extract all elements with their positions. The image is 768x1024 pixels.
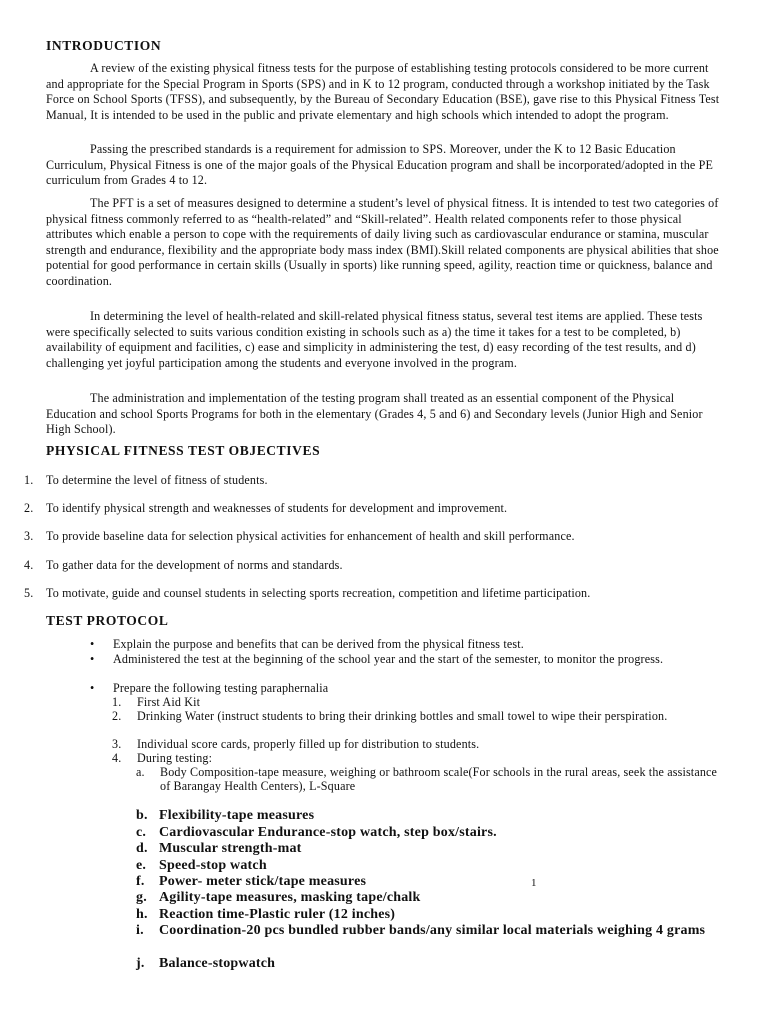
item-number: 1. [112,695,122,709]
testing-item [136,766,726,793]
item-letter: d. [136,841,148,856]
item-text: Coordination-20 pcs bundled rubber bands/any similar local materials weighing 4 grams [159,923,706,938]
item-text: Muscular strength-mat [159,841,302,856]
objective-text: To motivate, guide and counsel students in selecting sports recreation, competition and lifetime participation. [46,586,591,600]
bullet-text: Explain the purpose and benefits that can be derived from the physical fitness test. [113,637,524,651]
objective-number: 3. [24,529,34,543]
intro-paragraph-4: In determining the level of health-related and skill-related physical fitness status, several test items are applied. These tests were specifically selected to suits various condition existing in schools such as a) the time it takes for a test to be completed, b) availability of equipment and facilities, c) ease and simplicity in administering the test, d) easy recording of the test results, and d) challenging yet joyful participation among the students and everyone involved in the program. [46,309,703,370]
protocol-bullet [90,653,720,667]
item-text: During testing: [137,751,213,765]
item-letter: f. [136,874,145,889]
objective-text: To gather data for the development of norms and standards. [46,558,343,572]
protocol-bullet [90,638,720,652]
equipment-item [136,808,726,824]
item-text: Agility-tape measures, masking tape/chalk [159,890,421,905]
item-letter: h. [136,907,148,922]
item-letter: b. [136,808,148,823]
item-letter: i. [136,923,144,938]
item-text: Body Composition-tape measure, weighing or bathroom scale(For schools in the rural areas, seek the assistance of Barangay Health Centers), L-Square [160,765,718,793]
equipment-item [136,923,726,939]
equipment-item [136,874,726,890]
item-number: 2. [112,709,122,723]
objective-text: To identify physical strength and weaknesses of students for development and improvement. [46,501,508,515]
intro-paragraph-3: The PFT is a set of measures designed to determine a student’s level of physical fitness. It is intended to test two categories of physical fitness commonly referred to as “health-related” and “Skill-related”. Health related components refer to those physical attributes which enable a person to cope with the requirements of daily living such as cardiovascular endurance or stamina, muscular strength and endurance, flexibility and the appropriate body mass index (BMI).Skill related components are physical abilities that shoe potential for good performance in certain skills (Usually in sports) like running speed, agility, reaction time or quickness, balance and coordination. [46,196,719,288]
equipment-item [136,858,726,874]
bullet-text: Prepare the following testing paraphernalia [113,681,329,695]
bullet-marker: • [90,681,95,695]
item-letter: g. [136,890,147,905]
bullet-marker: • [90,637,95,651]
protocol-bullet [90,682,720,696]
paraphernalia-item [112,710,720,724]
item-text: First Aid Kit [137,695,201,709]
equipment-item [136,841,726,857]
objective-number: 4. [24,558,34,572]
item-text: Reaction time-Plastic ruler (12 inches) [159,907,396,922]
objectives-heading: PHYSICAL FITNESS TEST OBJECTIVES [46,443,321,458]
item-letter: j. [136,956,145,971]
objective-number: 5. [24,586,34,600]
item-text: Cardiovascular Endurance-stop watch, step box/stairs. [159,825,497,840]
objective-text: To provide baseline data for selection physical activities for enhancement of health and skill performance. [46,529,575,543]
paraphernalia-item [112,752,720,766]
equipment-item [136,825,726,841]
item-text: Power- meter stick/tape measures [159,874,367,889]
item-text: Balance-stopwatch [159,956,276,971]
item-text: Speed-stop watch [159,858,267,873]
page-number: 1 [531,877,537,889]
equipment-item [136,956,726,972]
equipment-item [136,890,726,906]
objective-number: 1. [24,473,34,487]
bullet-marker: • [90,652,95,666]
item-letter: a. [136,765,145,779]
intro-paragraph-5: The administration and implementation of the testing program shall treated as an essential component of the Physical Education and school Sports Programs for both in the elementary (Grades 4, 5 and 6) and Secondary levels (Junior High and Senior High School). [46,391,703,437]
item-letter: c. [136,825,147,840]
item-text: Flexibility-tape measures [159,808,315,823]
equipment-item [136,907,726,923]
paraphernalia-item [112,738,720,752]
item-number: 3. [112,737,122,751]
introduction-heading: INTRODUCTION [46,38,162,53]
intro-paragraph-1: A review of the existing physical fitness tests for the purpose of establishing testing protocols considered to be more current and appropriate for the Special Program in Sports (SPS) and in K to 12 program, conducted through a workshop initiated by the Task Force on School Sports (TFSS), and subsequently, by the Bureau of Secondary Education (BSE), gave rise to this Physical Fitness Test Manual, It is intended to be used in the public and private elementary and high schools which intended to adopt the program. [46,61,720,122]
objective-number: 2. [24,501,34,515]
item-number: 4. [112,751,122,765]
item-text: Individual score cards, properly filled up for distribution to students. [137,737,480,751]
paraphernalia-item [112,696,720,710]
objective-text: To determine the level of fitness of students. [46,473,268,487]
test-protocol-heading: TEST PROTOCOL [46,613,169,628]
item-text: Drinking Water (instruct students to bring their drinking bottles and small towel to wipe their perspiration. [137,709,668,723]
item-letter: e. [136,858,147,873]
intro-paragraph-2: Passing the prescribed standards is a requirement for admission to SPS. Moreover, under the K to 12 Basic Education Curriculum, Physical Fitness is one of the major goals of the Physical Education program and shall be incorporated/adopted in the PE curriculum from Grades 4 to 12. [46,142,714,188]
bullet-text: Administered the test at the beginning of the school year and the start of the semester, to monitor the progress. [113,652,664,666]
